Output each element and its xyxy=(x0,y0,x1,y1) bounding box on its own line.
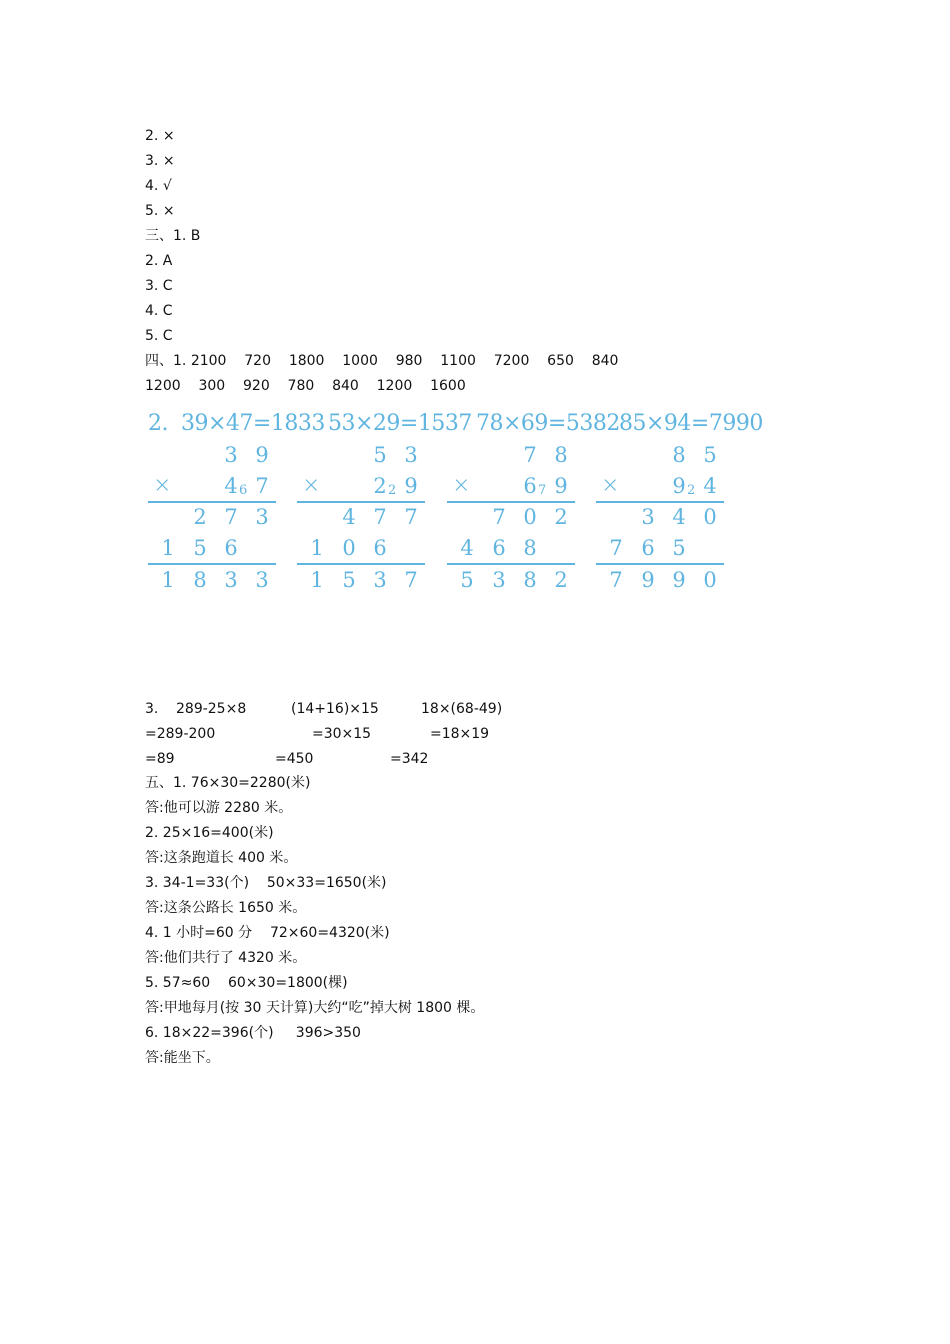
partial-digit: 3 xyxy=(641,505,655,529)
result-digit: 3 xyxy=(255,568,269,592)
partial-digit: 4 xyxy=(460,536,474,560)
q3-col1-line2: =289-200 xyxy=(145,726,216,742)
result-digit: 3 xyxy=(373,568,387,592)
result-digit: 8 xyxy=(193,568,207,592)
choice-item-3: 3. C xyxy=(145,278,173,294)
partial-digit: 2 xyxy=(554,505,568,529)
word-problem-3-answer: 答:这条公路长 1650 米。 xyxy=(145,900,307,916)
multiplier-digit: 9 xyxy=(554,474,568,498)
partial-digit: 2 xyxy=(193,505,207,529)
multiplier-digit: 9 xyxy=(404,474,418,498)
q2-label: 2. xyxy=(148,411,168,436)
word-problem-4-answer: 答:他们共行了 4320 米。 xyxy=(145,950,307,966)
multiplier-digit: 2 xyxy=(373,474,387,498)
partial-digit: 7 xyxy=(609,536,623,560)
q3-col1-line1: 289-25×8 xyxy=(176,701,247,717)
times-sign: × xyxy=(302,473,321,498)
divider-line xyxy=(447,563,575,565)
multiplicand-digit: 3 xyxy=(224,443,238,467)
result-digit: 9 xyxy=(672,568,686,592)
partial-digit: 7 xyxy=(373,505,387,529)
equation-1: 39×47=1833 xyxy=(181,411,325,436)
partial-digit: 0 xyxy=(703,505,717,529)
result-digit: 8 xyxy=(523,568,537,592)
q3-label: 3. xyxy=(145,701,159,717)
partial-digit: 1 xyxy=(161,536,175,560)
equation-3: 78×69=5382 xyxy=(476,411,620,436)
partial-digit: 7 xyxy=(404,505,418,529)
carry-digit: 2 xyxy=(388,483,397,498)
choice-item-4: 4. C xyxy=(145,303,173,319)
judge-item-5: 5. × xyxy=(145,203,175,219)
result-digit: 1 xyxy=(310,568,324,592)
carry-digit: 2 xyxy=(687,483,696,498)
choice-item-1: 三、1. B xyxy=(145,228,201,244)
multiplicand-digit: 3 xyxy=(404,443,418,467)
choice-item-5: 5. C xyxy=(145,328,173,344)
word-problem-2-calc: 2. 25×16=400(米) xyxy=(145,825,274,841)
partial-digit: 6 xyxy=(224,536,238,560)
section4-heading: 四、 xyxy=(145,353,173,369)
multiplier-digit: 6 xyxy=(523,474,537,498)
divider-line xyxy=(148,501,276,503)
word-problem-3-calc: 3. 34-1=33(个) 50×33=1650(米) xyxy=(145,875,387,891)
partial-digit: 6 xyxy=(641,536,655,560)
multiplicand-digit: 8 xyxy=(672,443,686,467)
q3-col1-line3: =89 xyxy=(145,751,175,767)
times-sign: × xyxy=(601,473,620,498)
partial-digit: 5 xyxy=(672,536,686,560)
partial-digit: 4 xyxy=(672,505,686,529)
partial-digit: 6 xyxy=(373,536,387,560)
result-digit: 9 xyxy=(641,568,655,592)
choice-item-2: 2. A xyxy=(145,253,173,269)
partial-digit: 0 xyxy=(342,536,356,560)
multiplicand-digit: 9 xyxy=(255,443,269,467)
word-problem-4-calc: 4. 1 小时=60 分 72×60=4320(米) xyxy=(145,925,390,941)
section3-heading: 三、 xyxy=(145,228,173,244)
result-digit: 5 xyxy=(460,568,474,592)
divider-line xyxy=(596,563,724,565)
multiplier-digit: 4 xyxy=(224,474,238,498)
word-problem-6-calc: 6. 18×22=396(个) 396>350 xyxy=(145,1025,361,1041)
section5-heading: 五、 xyxy=(145,775,173,791)
divider-line xyxy=(596,501,724,503)
judge-item-3: 3. × xyxy=(145,153,175,169)
partial-digit: 4 xyxy=(342,505,356,529)
times-sign: × xyxy=(452,473,471,498)
q3-col2-line1: (14+16)×15 xyxy=(291,701,379,717)
multiplicand-digit: 8 xyxy=(554,443,568,467)
q3-col3-line3: =342 xyxy=(390,751,429,767)
divider-line xyxy=(148,563,276,565)
result-digit: 0 xyxy=(703,568,717,592)
divider-line xyxy=(297,563,425,565)
q3-col2-line2: =30×15 xyxy=(312,726,372,742)
carry-digit: 7 xyxy=(538,483,547,498)
result-digit: 2 xyxy=(554,568,568,592)
partial-digit: 7 xyxy=(492,505,506,529)
partial-digit: 3 xyxy=(255,505,269,529)
partial-digit: 7 xyxy=(224,505,238,529)
partial-digit: 0 xyxy=(523,505,537,529)
multiplicand-digit: 7 xyxy=(523,443,537,467)
q3-col2-line3: =450 xyxy=(275,751,314,767)
multiplicand-digit: 5 xyxy=(703,443,717,467)
vertical-multiplication-figure xyxy=(145,405,763,600)
word-problem-1-answer: 答:他可以游 2280 米。 xyxy=(145,800,293,816)
q3-col3-line2: =18×19 xyxy=(430,726,490,742)
word-problem-5-answer: 答:甲地每月(按 30 天计算)大约“吃”掉大树 1800 棵。 xyxy=(145,1000,485,1016)
word-problem-5-calc: 5. 57≈60 60×30=1800(棵) xyxy=(145,975,348,991)
divider-line xyxy=(297,501,425,503)
q3-col3-line1: 18×(68-49) xyxy=(421,701,503,717)
word-problem-1-calc: 五、1. 76×30=2280(米) xyxy=(145,775,311,791)
partial-digit: 1 xyxy=(310,536,324,560)
oral-calc-row-1: 四、1. 2100 720 1800 1000 980 1100 7200 650 840 xyxy=(145,353,619,369)
partial-digit: 6 xyxy=(492,536,506,560)
multiplicand-digit: 5 xyxy=(373,443,387,467)
partial-digit: 8 xyxy=(523,536,537,560)
partial-digit: 5 xyxy=(193,536,207,560)
judge-item-2: 2. × xyxy=(145,128,175,144)
result-digit: 7 xyxy=(404,568,418,592)
result-digit: 7 xyxy=(609,568,623,592)
multiplier-digit: 7 xyxy=(255,474,269,498)
result-digit: 3 xyxy=(224,568,238,592)
oral-calc-row-2: 1200 300 920 780 840 1200 1600 xyxy=(145,378,466,394)
divider-line xyxy=(447,501,575,503)
result-digit: 1 xyxy=(161,568,175,592)
word-problem-2-answer: 答:这条跑道长 400 米。 xyxy=(145,850,298,866)
multiplier-digit: 4 xyxy=(703,474,717,498)
result-digit: 5 xyxy=(342,568,356,592)
word-problem-6-answer: 答:能坐下。 xyxy=(145,1050,220,1066)
result-digit: 3 xyxy=(492,568,506,592)
times-sign: × xyxy=(153,473,172,498)
multiplier-digit: 9 xyxy=(672,474,686,498)
carry-digit: 6 xyxy=(239,483,248,498)
judge-item-4: 4. √ xyxy=(145,178,172,194)
equation-4: 85×94=7990 xyxy=(619,411,763,436)
equation-2: 53×29=1537 xyxy=(328,411,472,436)
